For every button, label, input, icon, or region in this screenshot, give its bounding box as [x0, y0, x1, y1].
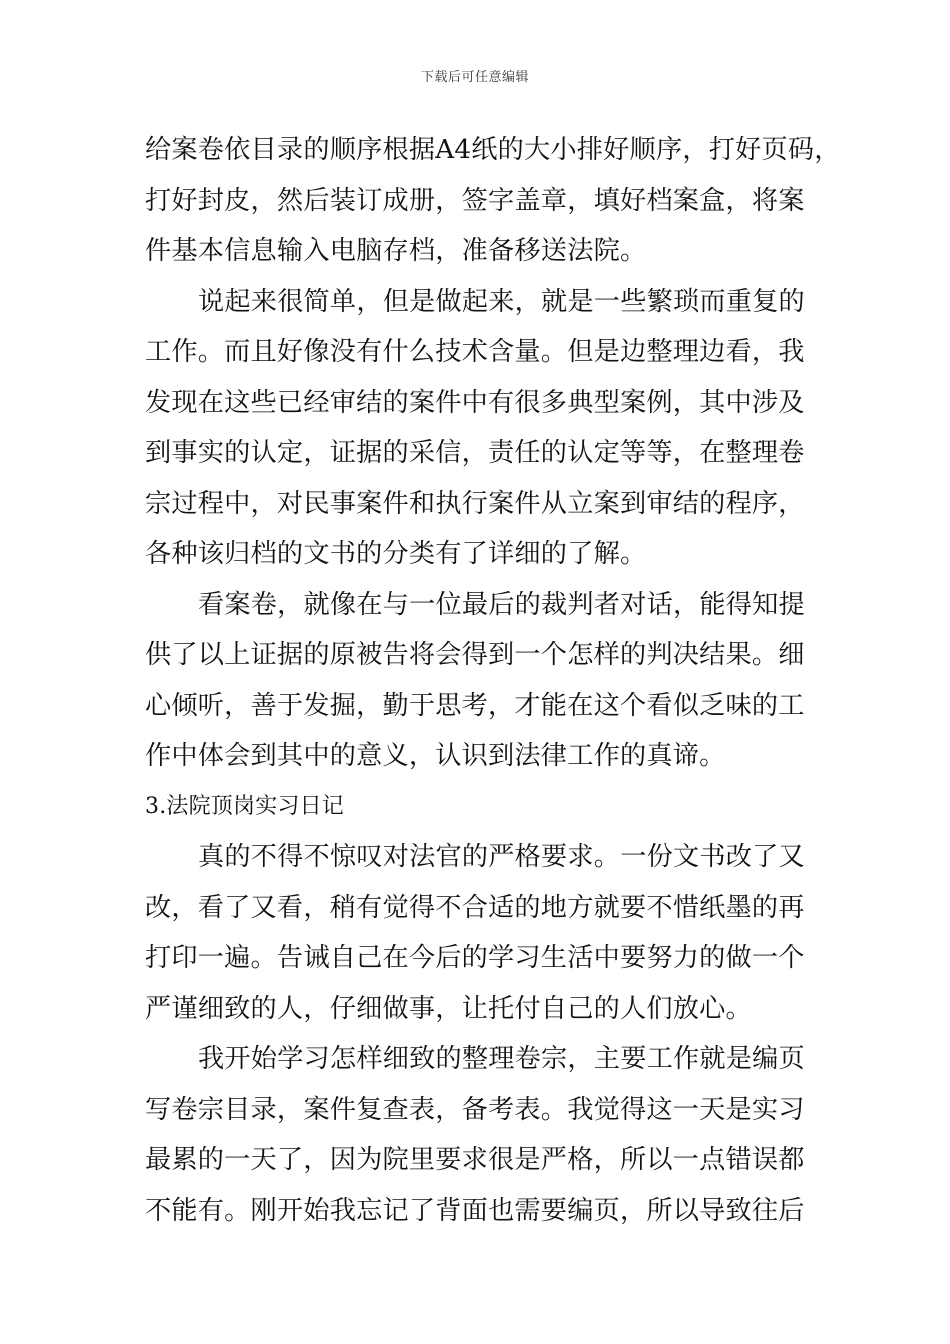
- text-line: 写卷宗目录，案件复查表，备考表。我觉得这一天是实习: [145, 1094, 805, 1125]
- text-line: 供了以上证据的原被告将会得到一个怎样的判决结果。细: [145, 640, 805, 670]
- text-line: 各种该归档的文书的分类有了详细的了解。: [145, 539, 647, 569]
- text-line: 看案卷，就像在与一位最后的裁判者对话，能得知提: [198, 589, 805, 620]
- text-line: 工作。而且好像没有什么技术含量。但是边整理边看，我: [145, 337, 805, 367]
- text-line: 发现在这些已经审结的案件中有很多典型案例，其中涉及: [145, 387, 805, 418]
- text-line: 最累的一天了，因为院里要求很是严格，所以一点错误都: [145, 1145, 805, 1175]
- text-line: 到事实的认定，证据的采信，责任的认定等等，在整理卷: [145, 438, 805, 468]
- text-line: 我开始学习怎样细致的整理卷宗，主要工作就是编页: [198, 1044, 805, 1074]
- page-header: 下载后可任意编辑: [420, 70, 529, 85]
- text-line: 严谨细致的人，仔细做事，让托付自己的人们放心。: [145, 993, 752, 1024]
- text-line: 宗过程中，对民事案件和执行案件从立案到审结的程序，: [145, 488, 805, 519]
- text-line: 说起来很简单，但是做起来，就是一些繁琐而重复的: [198, 286, 805, 317]
- text-line: 给案卷依目录的顺序根据A4纸的大小排好顺序，打好页码，: [145, 135, 841, 165]
- section-heading: 3.法院顶岗实习日记: [145, 793, 344, 819]
- text-line: 心倾听，善于发掘，勤于思考，才能在这个看似乏味的工: [145, 690, 805, 721]
- text-line: 不能有。刚开始我忘记了背面也需要编页，所以导致往后: [145, 1195, 805, 1226]
- text-line: 作中体会到其中的意义，认识到法律工作的真谛。: [145, 741, 726, 771]
- text-line: 打好封皮，然后装订成册，签字盖章，填好档案盒，将案: [145, 185, 805, 216]
- document-body: [145, 129, 841, 1240]
- text-line: 打印一遍。告诫自己在今后的学习生活中要努力的做一个: [145, 943, 805, 973]
- text-line: 件基本信息输入电脑存档，准备移送法院。: [145, 236, 647, 266]
- text-line: 改，看了又看，稍有觉得不合适的地方就要不惜纸墨的再: [145, 892, 805, 923]
- text-line: 真的不得不惊叹对法官的严格要求。一份文书改了又: [198, 842, 805, 872]
